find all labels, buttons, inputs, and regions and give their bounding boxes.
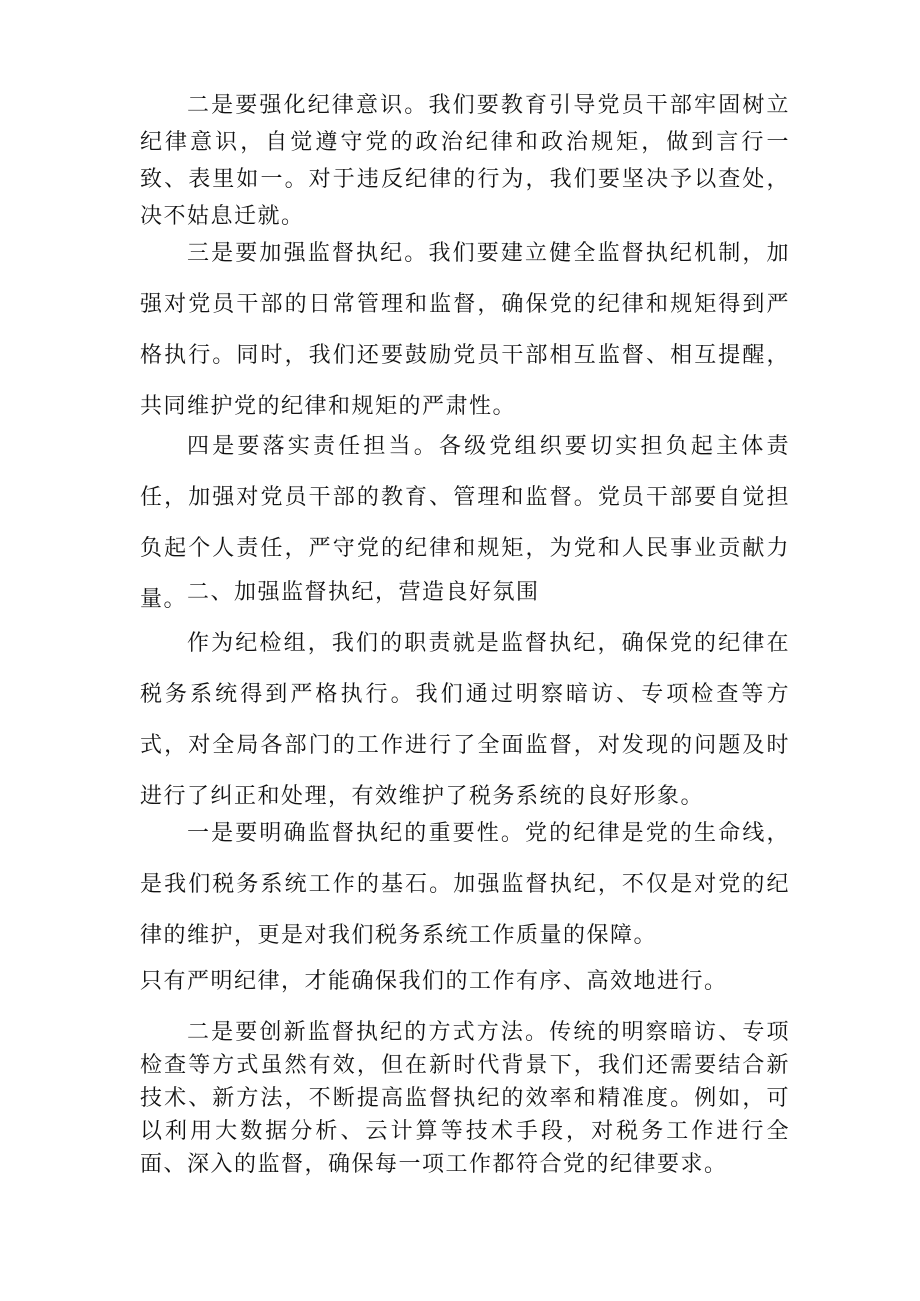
section-heading: 二、加强监督执纪，营造良好氛围 (187, 580, 540, 605)
paragraph-importance: 一是要明确监督执纪的重要性。党的纪律是党的生命线，是我们税务系统工作的基石。加强监督执纪，不仅是对党的纪律的维护，更是对我们税务系统工作质量的保障。 (140, 821, 790, 948)
paragraph-supervision: 三是要加强监督执纪。我们要建立健全监督执纪机制，加强对党员干部的日常管理和监督，确保党的纪律和规矩得到严格执行。同时，我们还要鼓励党员干部相互监督、相互提醒，共同维护党的纪律和规矩的严肃性。 (140, 241, 790, 419)
paragraph-inspection-team: 作为纪检组，我们的职责就是监督执纪，确保党的纪律在税务系统得到严格执行。我们通过明察暗访、专项检查等方式，对全局各部门的工作进行了全面监督，对发现的问题及时进行了纠正和处理，有效维护了税务系统的良好形象。 (140, 631, 790, 809)
paragraph-discipline-awareness: 二是要强化纪律意识。我们要教育引导党员干部牢固树立纪律意识，自觉遵守党的政治纪律和政治规矩，做到言行一致、表里如一。对于违反纪律的行为，我们要坚决予以查处，决不姑息迁就。 (140, 93, 790, 229)
paragraph-responsibility: 四是要落实责任担当。各级党组织要切实担负起主体责任，加强对党员干部的教育、管理和监督。党员干部要自觉担负起个人责任，严守党的纪律和规矩，为党和人民事业贡献力量。 (140, 434, 790, 612)
paragraph-strict-discipline: 只有严明纪律，才能确保我们的工作有序、高效地进行。 (140, 969, 728, 994)
paragraph-innovation: 二是要创新监督执纪的方式方法。传统的明察暗访、专项检查等方式虽然有效，但在新时代背景下，我们还需要结合新技术、新方法，不断提高监督执纪的效率和精准度。例如，可以利用大数据分析、云计算等技术手段，对税务工作进行全面、深入的监督，确保每一项工作都符合党的纪律要求。 (140, 1020, 790, 1177)
